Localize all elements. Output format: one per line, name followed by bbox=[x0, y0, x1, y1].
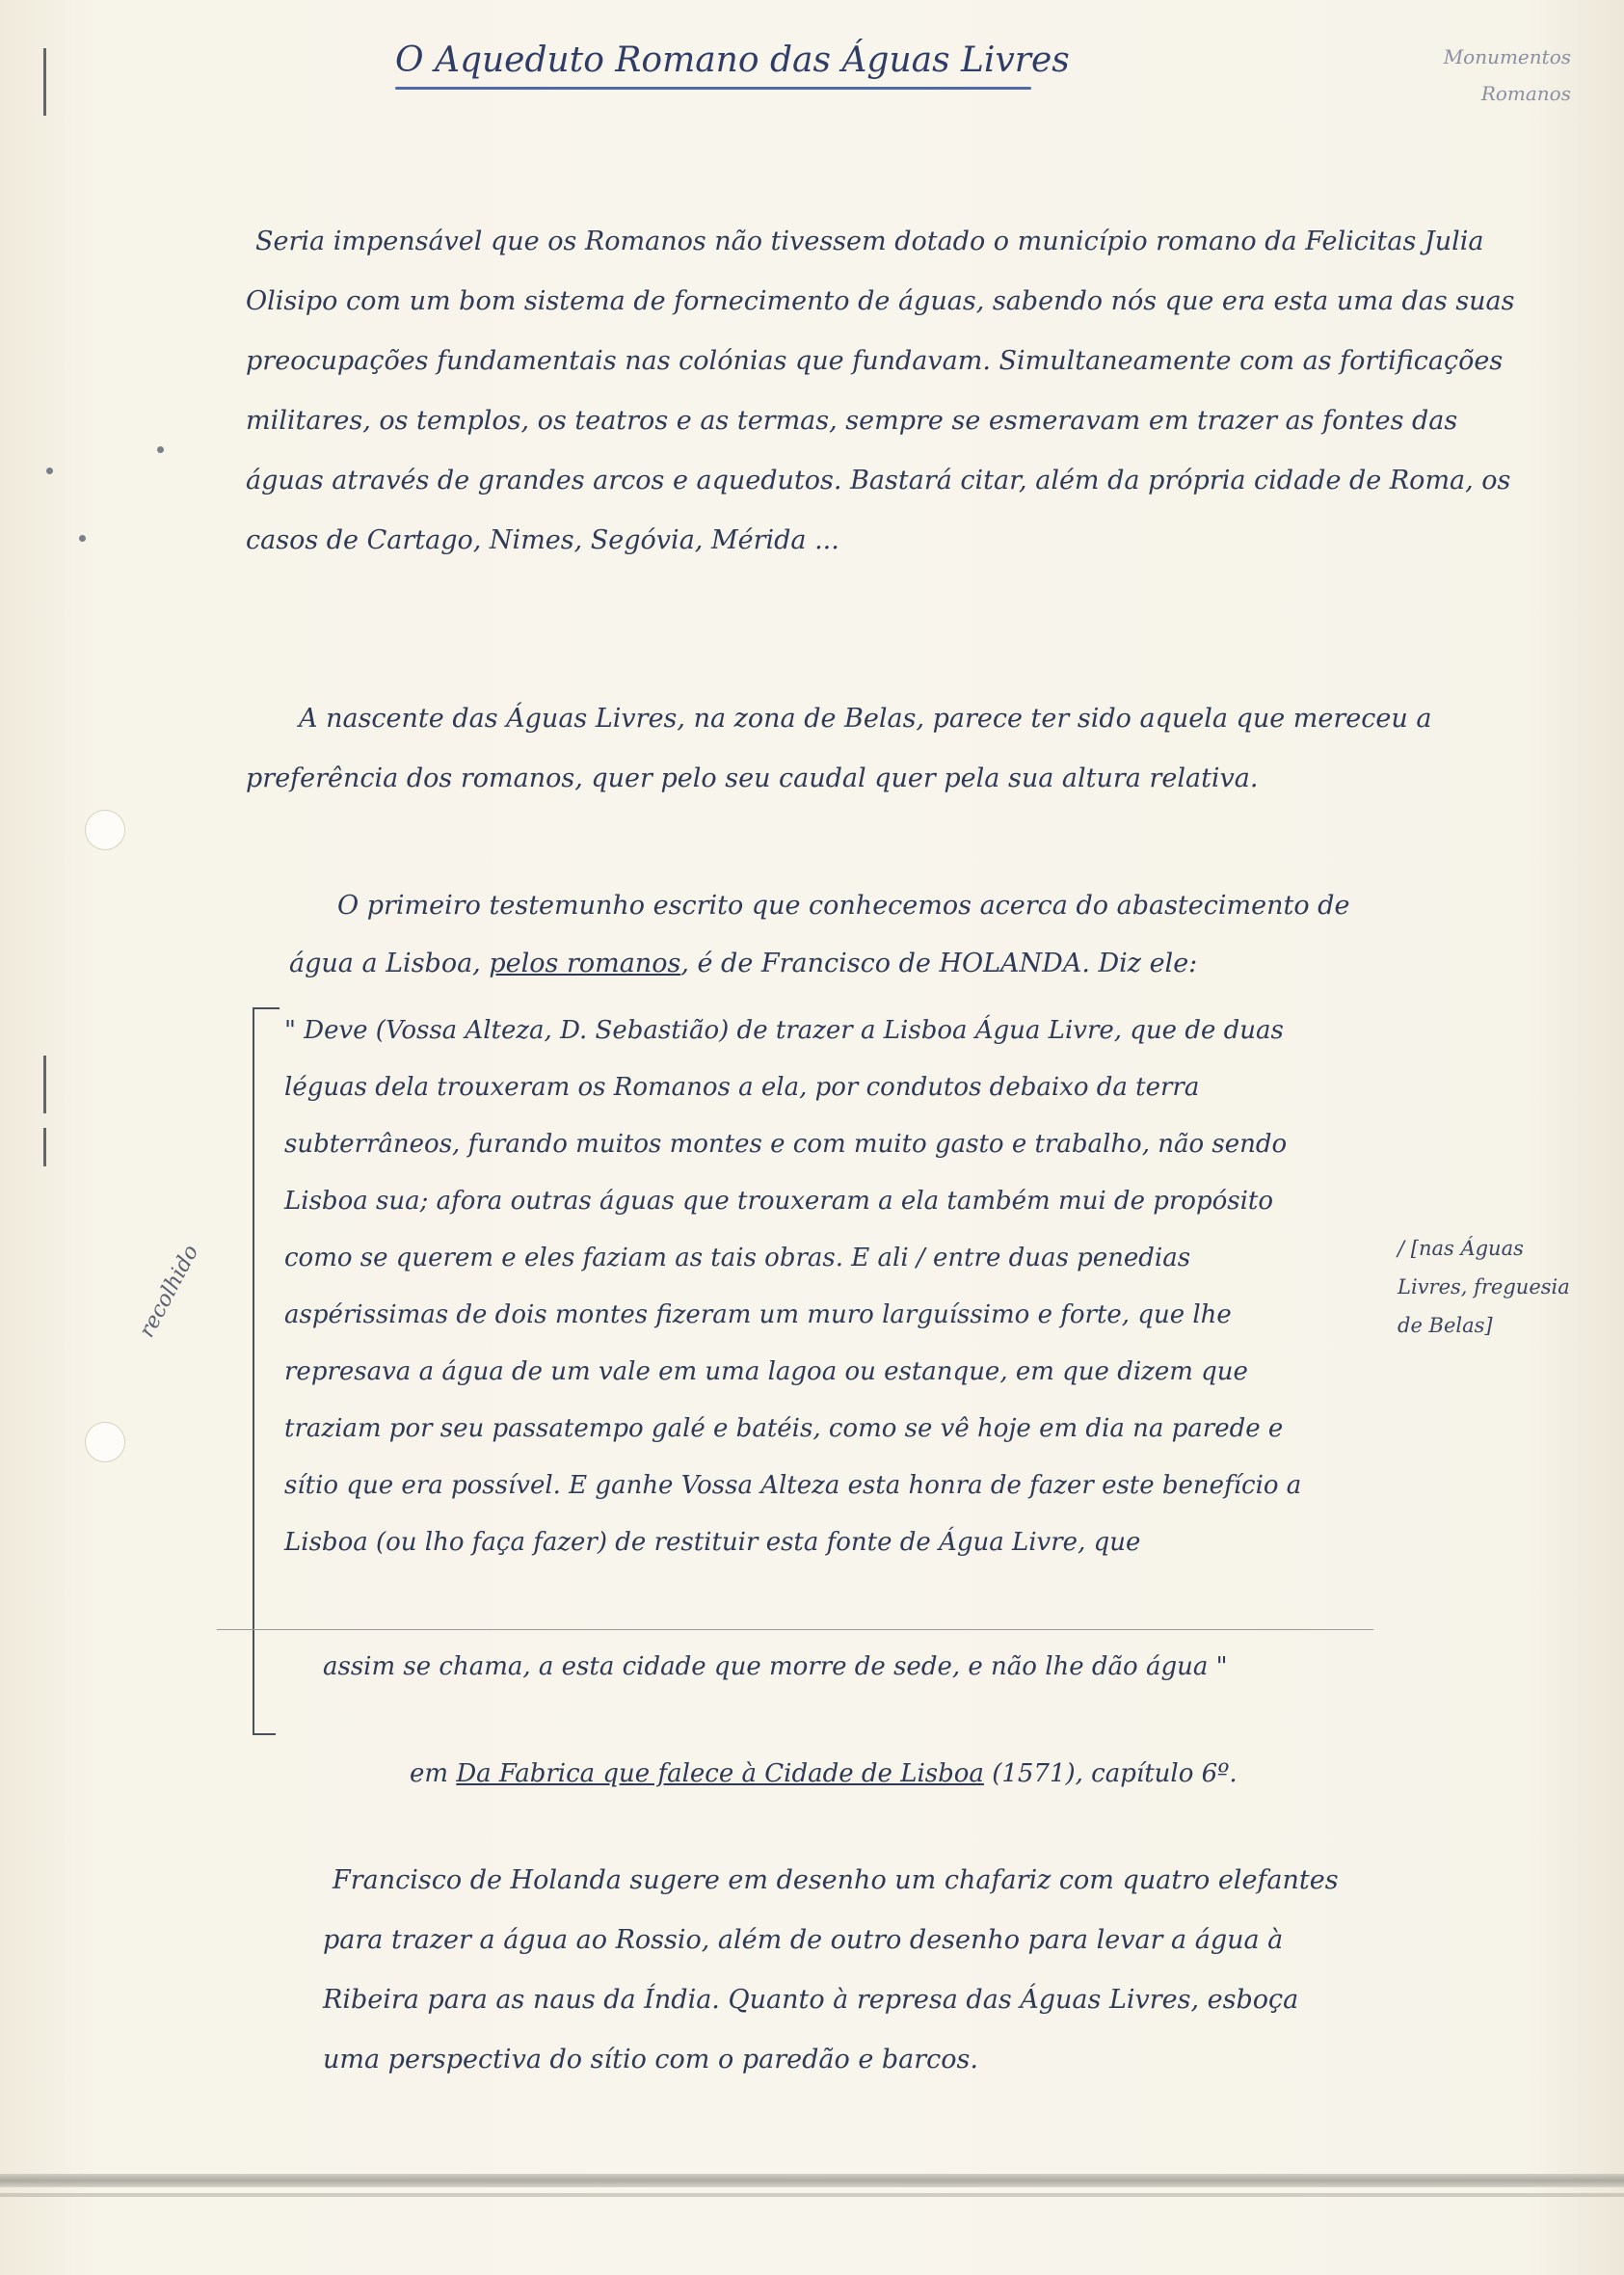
binder-hole-bottom bbox=[85, 1422, 125, 1462]
quote-bracket-top bbox=[253, 1007, 280, 1009]
pencil-rule bbox=[217, 1629, 1373, 1630]
paper-dot bbox=[46, 468, 53, 474]
text-segment: , é de Francisco de HOLANDA. Diz ele: bbox=[680, 949, 1198, 978]
page-title: O Aqueduto Romano das Águas Livres bbox=[395, 40, 1070, 80]
edge-mark bbox=[43, 1128, 46, 1166]
citation-title: Da Fabrica que falece à Cidade de Lisboa bbox=[456, 1759, 984, 1788]
paper-dot bbox=[79, 535, 86, 542]
paragraph-first-testimony bbox=[289, 877, 1359, 993]
paragraph-belas-source: A nascente das Águas Livres, na zona de Belas, parece ter sido aquela que mereceu a preferência dos romanos, quer pelo seu caudal quer pela sua altura relativa. bbox=[246, 704, 1432, 793]
paper-dot bbox=[157, 446, 164, 453]
citation-prefix: em bbox=[410, 1759, 457, 1788]
citation bbox=[410, 1759, 1373, 1788]
text-segment: O primeiro testemunho escrito que conhecemos acerca do abastecimento de água a Lisboa, bbox=[289, 891, 1350, 978]
paragraph-chafariz: Francisco de Holanda sugere em desenho um chafariz com quatro elefantes para trazer a água ao Rossio, além de outro desenho para levar a água à Ribeira para as naus da Índia. Quanto à represa das Águas Livres, esboça uma perspectiva do sítio com o paredão e barcos. bbox=[323, 1865, 1339, 2074]
binder-hole-top bbox=[85, 810, 125, 850]
bottom-band bbox=[0, 2174, 1624, 2187]
holanda-quote: " Deve (Vossa Alteza, D. Sebastião) de trazer a Lisboa Água Livre, que de duas léguas dela trouxeram os Romanos a ela, por condutos debaixo da terra subterrâneos, furando muitos montes e com muito gasto e trabalho, não sendo Lisboa sua; afora outras águas que trouxeram a ela também mui de propósito como se querem e eles faziam as tais obras. E ali / entre duas penedias aspérissimas de dois montes fizeram um muro larguíssimo e forte, que lhe represava a água de um vale em uma lagoa ou estanque, em que dizem que traziam por seu passatempo galé e batéis, como se vê hoje em dia na parede e sítio que era possível. E ganhe Vossa Alteza esta honra de fazer este benefício a Lisboa (ou lho faça fazer) de restituir esta fonte de Água Livre, que bbox=[284, 1016, 1302, 1557]
quote-bracket bbox=[253, 1007, 254, 1735]
title-underline bbox=[395, 87, 1031, 90]
corner-note-line: Monumentos bbox=[1443, 45, 1571, 68]
edge-mark bbox=[43, 48, 46, 116]
margin-note-right: / [nas Águas Livres, freguesia de Belas] bbox=[1398, 1237, 1570, 1337]
corner-note-line: Romanos bbox=[1480, 82, 1571, 105]
underlined-phrase: pelos romanos bbox=[489, 949, 681, 978]
citation-suffix: (1571), capítulo 6º. bbox=[983, 1759, 1238, 1788]
margin-word-left: recolhido bbox=[135, 1241, 204, 1342]
edge-mark bbox=[43, 1056, 46, 1113]
holanda-quote-end: assim se chama, a esta cidade que morre de sede, e não lhe dão água " bbox=[323, 1652, 1228, 1681]
quote-bracket-bottom bbox=[253, 1733, 276, 1735]
bottom-band-line bbox=[0, 2193, 1624, 2197]
paragraph-roman-water-supply: Seria impensável que os Romanos não tivessem dotado o município romano da Felicitas Julia Olisipo com um bom sistema de fornecimento de águas, sabendo nós que era esta uma das suas preocupações fundamentais nas colónias que fundavam. Simultaneamente com as fortificações militares, os templos, os teatros e as termas, sempre se esmeravam em trazer as fontes das águas através de grandes arcos e aquedutos. Bastará citar, além da própria cidade de Roma, os casos de Cartago, Nimes, Segóvia, Mérida ... bbox=[246, 227, 1515, 555]
corner-note bbox=[1359, 39, 1571, 112]
